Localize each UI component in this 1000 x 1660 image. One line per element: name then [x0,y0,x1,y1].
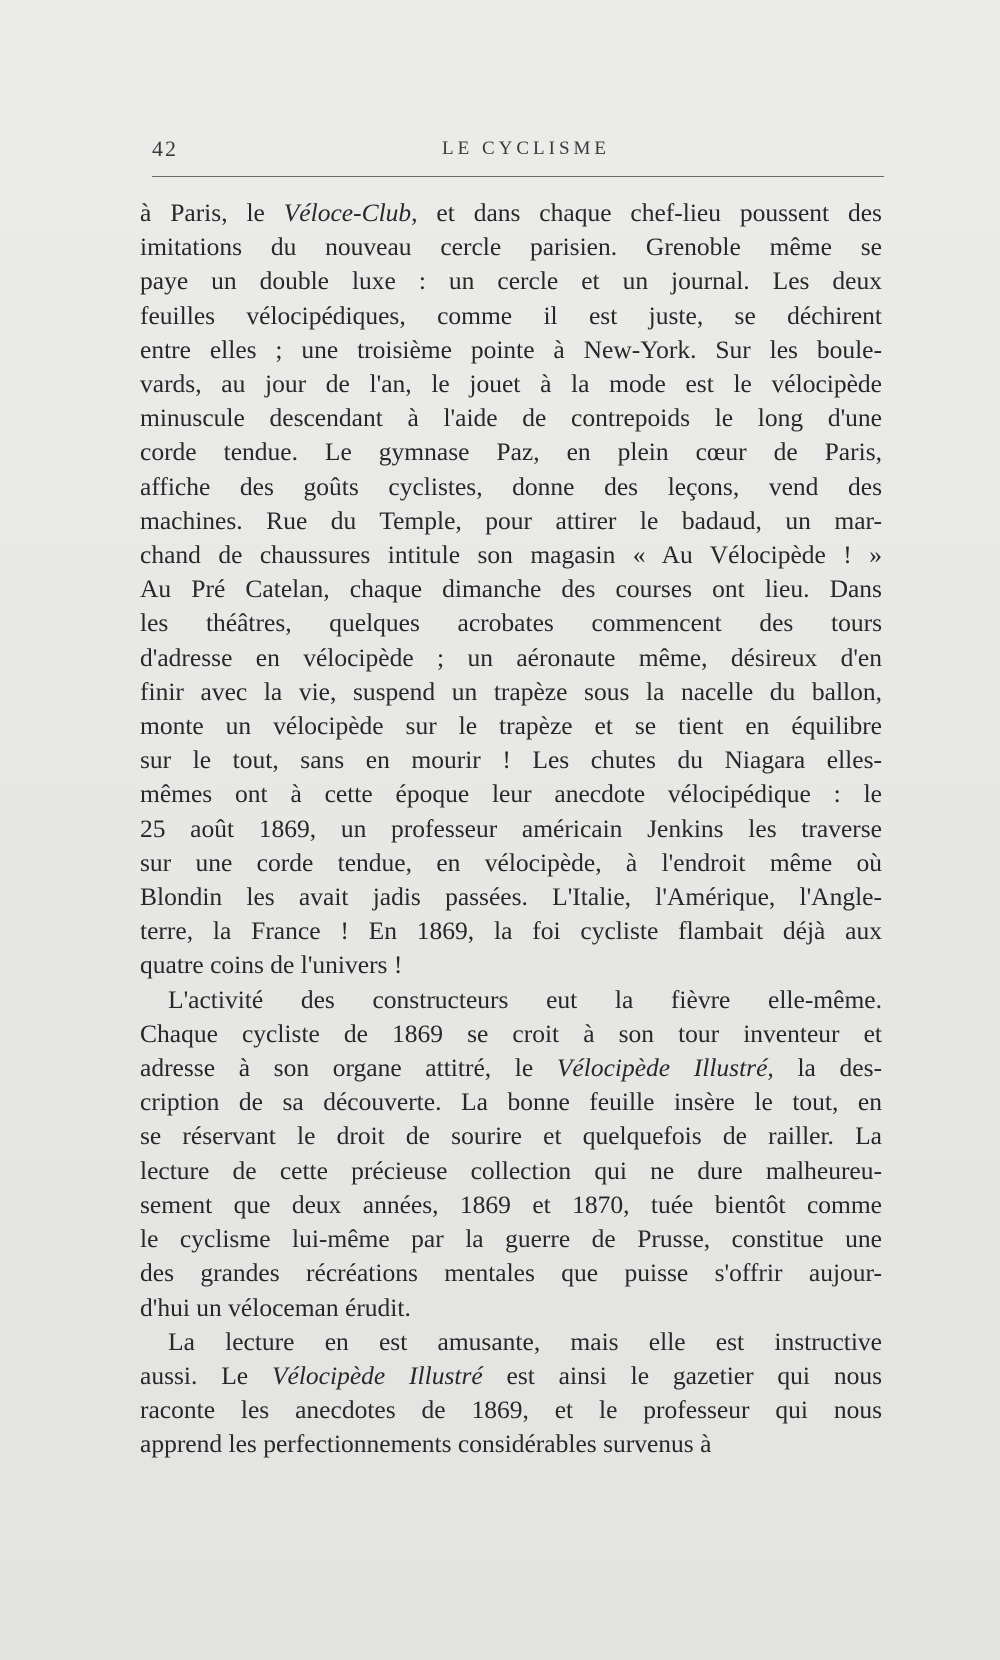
text-line [140,538,882,572]
text-segment: adresse à son organe attitré, le [140,1053,557,1083]
running-head [152,136,884,168]
text-segment: lecture de cette précieuse collection qui ne dure malheureu- [140,1155,882,1185]
text-segment: sur le tout, sans en mourir ! Les chutes du Niagara elles- [140,745,882,775]
text-segment: d'adresse en vélocipède ; un aéronaute même, désireux d'en [140,642,882,672]
text-line [140,196,882,230]
paragraph [140,196,882,983]
text-segment: d'hui un véloceman érudit. [140,1292,411,1322]
paragraph [140,983,882,1325]
text-segment: le cyclisme lui-même par la guerre de Prusse, constitue une [140,1224,882,1254]
text-segment: minuscule descendant à l'aide de contrepoids le long d'une [140,403,882,433]
running-title: LE CYCLISME [442,138,611,159]
text-line [140,777,882,811]
text-line [140,743,882,777]
text-segment: et dans chaque chef-lieu poussent des [417,198,882,227]
text-line [140,675,882,709]
text-line [140,1222,882,1256]
text-segment: sur une corde tendue, en vélocipède, à l'endroit même où [140,847,882,877]
text-line [140,435,882,469]
text-segment: chand de chaussures intitule son magasin « Au Vélocipède ! » [140,540,882,570]
text-segment: imitations du nouveau cercle parisien. Grenoble même se [140,232,882,262]
text-segment: La lecture en est amusante, mais elle est instructive [168,1326,882,1356]
text-segment: machines. Rue du Temple, pour attirer le badaud, un mar- [140,505,882,535]
text-segment: sement que deux années, 1869 et 1870, tuée bientôt comme [140,1189,882,1219]
text-line [140,299,882,333]
text-line [140,401,882,435]
text-segment: aussi. Le [140,1360,272,1390]
text-segment: la des- [773,1053,882,1083]
text-line [140,1119,882,1153]
text-line [140,812,882,846]
page-number: 42 [152,136,178,161]
text-segment: est ainsi le gazetier qui nous [482,1360,882,1390]
text-line [140,1359,882,1393]
text-line [140,470,882,504]
text-line [140,709,882,743]
text-segment: feuilles vélocipédiques, comme il est juste, se déchirent [140,300,882,330]
text-segment: corde tendue. Le gymnase Paz, en plein cœur de Paris, [140,437,882,467]
text-line [140,1325,882,1359]
text-segment: finir avec la vie, suspend un trapèze sous la nacelle du ballon, [140,676,882,706]
text-line [140,333,882,367]
italic-title: Vélocipède Illustré, [556,1053,774,1083]
paragraph [140,1325,882,1462]
text-segment: des grandes récréations mentales que puisse s'offrir aujour- [140,1258,882,1288]
text-line [140,641,882,675]
text-line [140,1393,882,1427]
text-segment: monte un vélocipède sur le trapèze et se tient en équilibre [140,711,882,741]
text-segment: se réservant le droit de sourire et quelquefois de railler. La [140,1121,882,1151]
text-segment: entre elles ; une troisième pointe à New-York. Sur les boule- [140,334,882,364]
text-line [140,264,882,298]
text-segment: à Paris, le [140,198,284,227]
text-segment: les théâtres, quelques acrobates commencent des tours [140,608,882,638]
text-segment: affiche des goûts cyclistes, donne des leçons, vend des [140,471,882,501]
header-rule [152,176,884,177]
text-line [140,230,882,264]
text-line [140,1427,882,1461]
text-line [140,504,882,538]
text-line [140,1085,882,1119]
text-line [140,367,882,401]
text-line [140,880,882,914]
text-line [140,1256,882,1290]
text-line [140,572,882,606]
text-line [140,948,882,982]
text-line [140,1017,882,1051]
italic-title: Vélocipède Illustré [271,1360,483,1390]
italic-title: Véloce-Club, [283,198,418,227]
text-segment: L'activité des constructeurs eut la fièvre elle-même. [168,984,882,1014]
text-segment: apprend les perfectionnements considérables survenus à [140,1429,712,1459]
text-line [140,1154,882,1188]
text-segment: Blondin les avait jadis passées. L'Italie, l'Amérique, l'Angle- [140,882,882,912]
text-line [140,983,882,1017]
text-line [140,846,882,880]
text-segment: cription de sa découverte. La bonne feuille insère le tout, en [140,1087,882,1117]
text-segment: Au Pré Catelan, chaque dimanche des courses ont lieu. Dans [140,574,882,604]
text-segment: terre, la France ! En 1869, la foi cycliste flambait déjà aux [140,916,882,946]
text-line [140,1051,882,1085]
body-text [140,196,882,1462]
text-segment: vards, au jour de l'an, le jouet à la mode est le vélocipède [140,369,882,399]
text-line [140,1188,882,1222]
text-line [140,914,882,948]
text-segment: raconte les anecdotes de 1869, et le professeur qui nous [140,1395,882,1425]
text-line [140,1291,882,1325]
text-line [140,606,882,640]
text-segment: 25 août 1869, un professeur américain Jenkins les traverse [140,813,882,843]
text-segment: quatre coins de l'univers ! [140,950,403,980]
text-segment: paye un double luxe : un cercle et un journal. Les deux [140,266,882,296]
text-segment: Chaque cycliste de 1869 se croit à son tour inventeur et [140,1018,882,1048]
text-segment: mêmes ont à cette époque leur anecdote vélocipédique : le [140,779,882,809]
